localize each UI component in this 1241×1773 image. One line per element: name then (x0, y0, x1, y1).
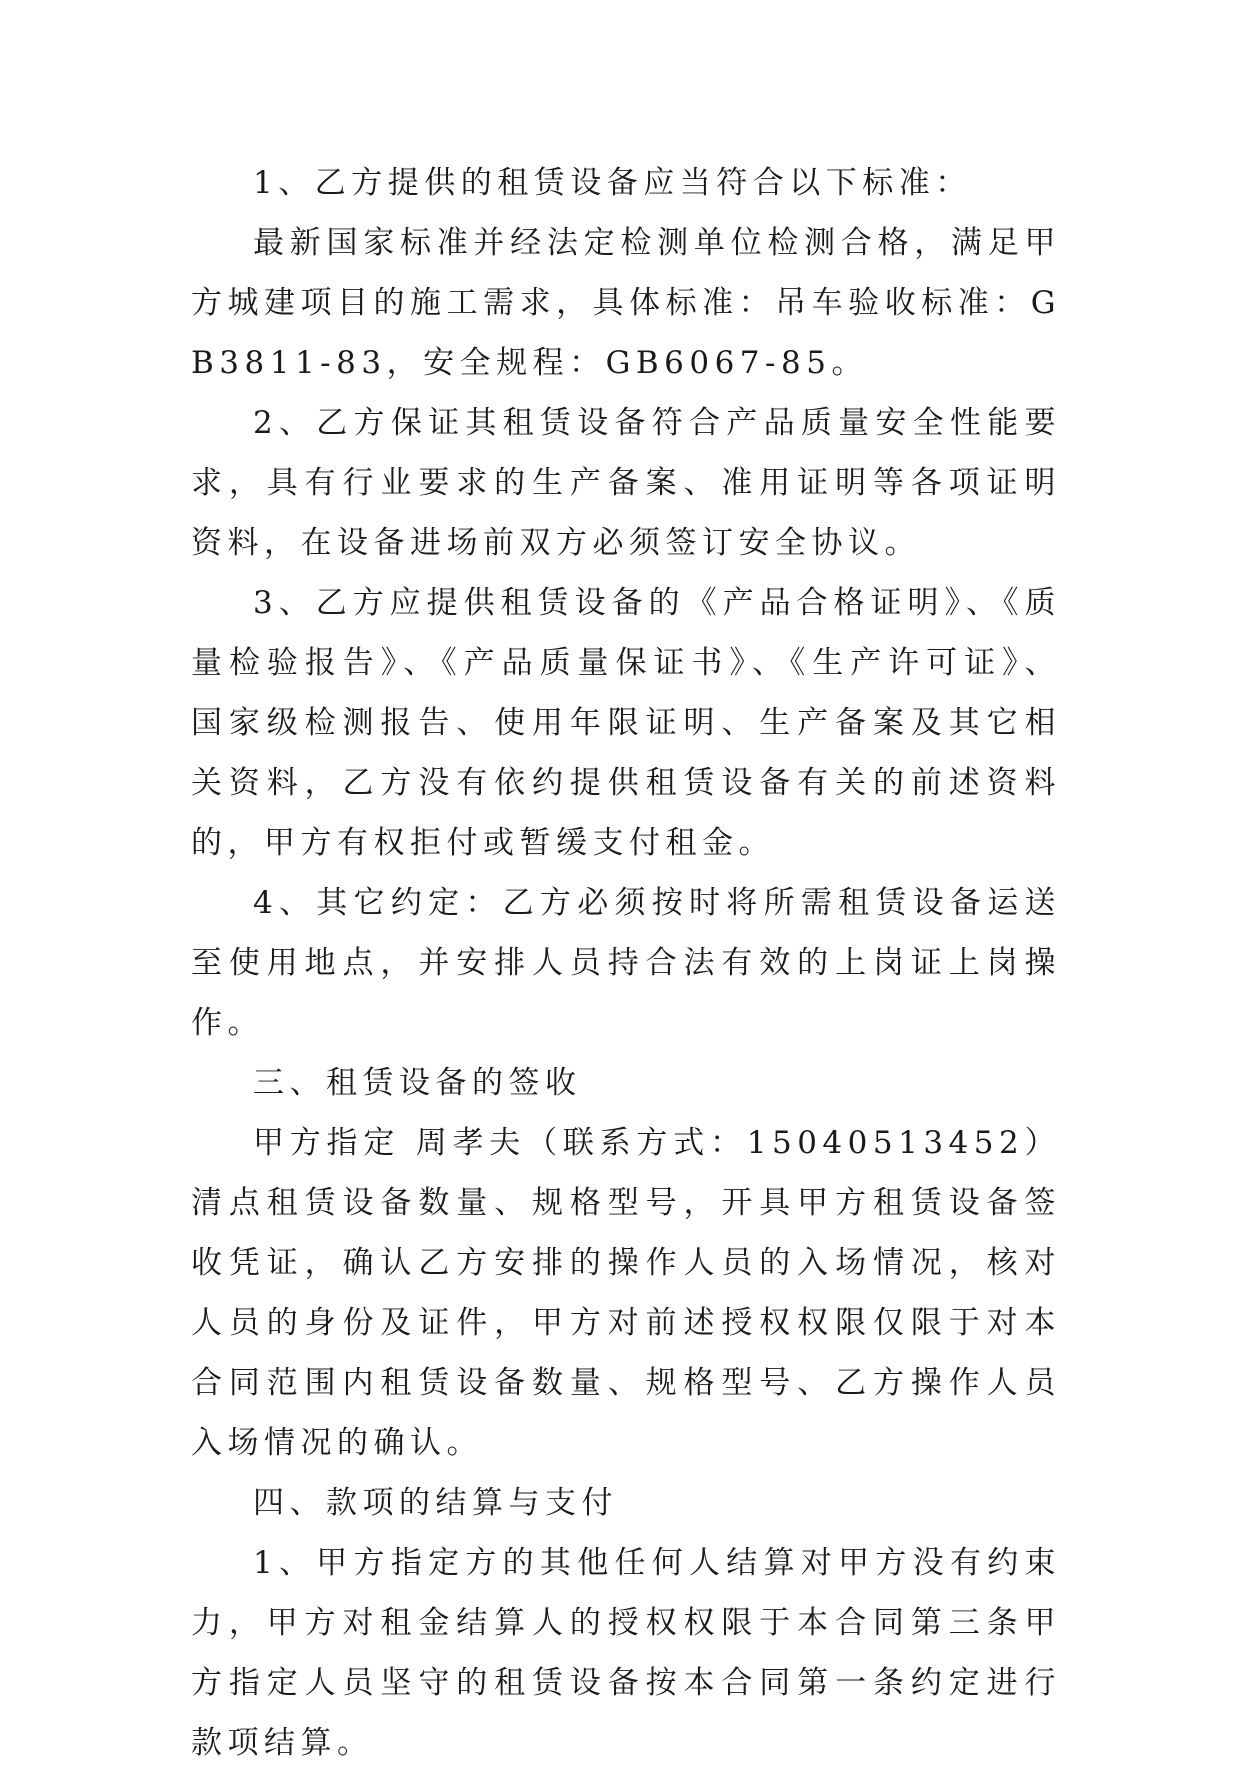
clause-certificates: 3、乙方应提供租赁设备的《产品合格证明》、《质量检验报告》、《产品质量保证书》、《生产许可证》、国家级检测报告、使用年限证明、生产备案及其它相关资料，乙方没有依约提供租赁设备有关的前述资料的，甲方有权拒付或暂缓支付租金。 (191, 585, 1061, 861)
clause-other-agreements: 4、其它约定：乙方必须按时将所需租赁设备运送至使用地点，并安排人员持合法有效的上岗证上岗操作。 (191, 885, 1061, 1041)
section-heading-acceptance: 三、租赁设备的签收 (253, 1065, 582, 1101)
clause-standards-heading: 1、乙方提供的租赁设备应当符合以下标准： (253, 165, 972, 201)
clause-settlement-body: 1、甲方指定方的其他任何人结算对甲方没有约束力，甲方对租金结算人的授权权限于本合同第三条甲方指定人员坚守的租赁设备按本合同第一条约定进行款项结算。 (191, 1545, 1061, 1761)
clause-quality-guarantee: 2、乙方保证其租赁设备符合产品质量安全性能要求，具有行业要求的生产备案、准用证明等各项证明资料，在设备进场前双方必须签订安全协议。 (191, 405, 1061, 561)
clause-standards-body: 最新国家标准并经法定检测单位检测合格，满足甲方城建项目的施工需求，具体标准：吊车验收标准：GB3811-83，安全规程：GB6067-85。 (191, 225, 1061, 381)
section-heading-settlement: 四、款项的结算与支付 (253, 1485, 618, 1521)
clause-acceptance-body: 甲方指定 周孝夫（联系方式：15040513452） 清点租赁设备数量、规格型号，开具甲方租赁设备签收凭证，确认乙方安排的操作人员的入场情况，核对人员的身份及证件，甲方对前述授权权限仅限于对本合同范围内租赁设备数量、规格型号、乙方操作人员入场情况的确认。 (191, 1125, 1061, 1461)
document-body (191, 153, 1061, 1773)
